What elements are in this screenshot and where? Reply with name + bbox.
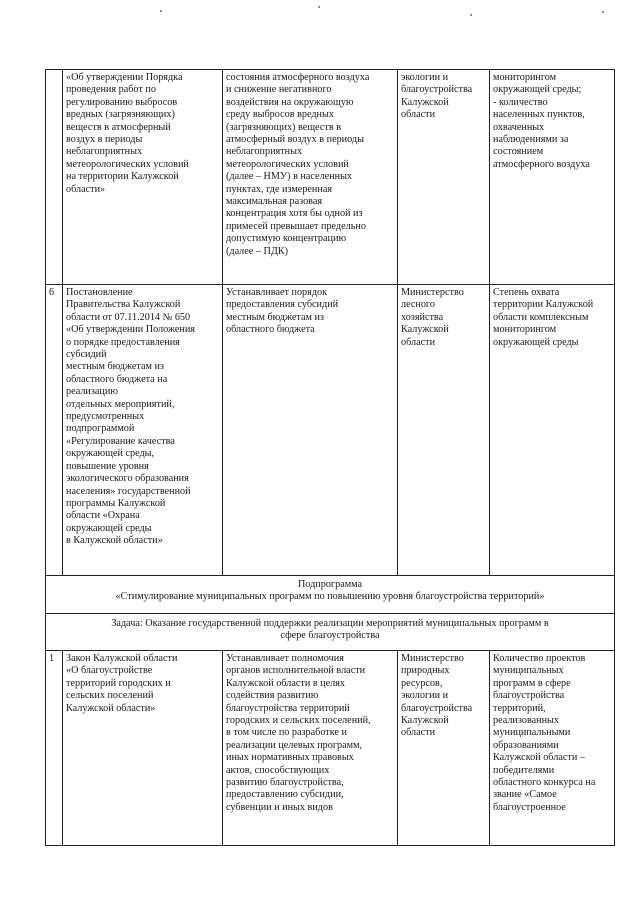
content-cell: состояния атмосферного воздуха и снижение негативного воздействия на окружающую среду выбросов вредных (загрязняющих) веществ в атмосферный воздух в периоды неблагоприятных метеорологических условий (далее – НМУ) в населенных пунктах, где измеренная максимальная разовая концентрация хотя бы одной из примесей превышает предельно допустимую концентрацию (далее – ПДК) bbox=[223, 70, 398, 285]
indicator-cell: Степень охвата территории Калужской области комплексным мониторингом окружающей среды bbox=[490, 285, 615, 576]
task-header: Задача: Оказание государственной поддержки реализации мероприятий муниципальных программ в сфере благоустройства bbox=[46, 614, 615, 651]
row-number bbox=[46, 70, 63, 285]
legal-act-cell: Закон Калужской области «О благоустройстве территорий городских и сельских поселений Калужской области» bbox=[63, 651, 223, 846]
executor-cell: экологии и благоустройства Калужской области bbox=[398, 70, 490, 285]
table-row bbox=[46, 70, 615, 285]
scan-speck bbox=[160, 10, 162, 12]
executor-cell: Министерство природных ресурсов, экологии и благоустройства Калужской области bbox=[398, 651, 490, 846]
table-row bbox=[46, 285, 615, 576]
row-number: 1 bbox=[46, 651, 63, 846]
row-number: 6 bbox=[46, 285, 63, 576]
task-header-row bbox=[46, 614, 615, 651]
content-cell: Устанавливает порядок предоставления субсидий местным бюджетам из областного бюджета bbox=[223, 285, 398, 576]
subprogram-header-row bbox=[46, 576, 615, 614]
regulatory-acts-table bbox=[45, 69, 615, 846]
subprogram-header: Подпрограмма «Стимулирование муниципальных программ по повышению уровня благоустройства территорий» bbox=[46, 576, 615, 614]
indicator-cell: Количество проектов муниципальных программ в сфере благоустройства территорий, реализованных муниципальными образованиями Калужской области – победителями областного конкурса на звание «Самое благоустроенное bbox=[490, 651, 615, 846]
legal-act-cell: «Об утверждении Порядка проведения работ по регулированию выбросов вредных (загрязняющих) веществ в атмосферный воздух в периоды неблагоприятных метеорологических условий на территории Калужской области» bbox=[63, 70, 223, 285]
scan-speck bbox=[602, 11, 604, 13]
executor-cell: Министерство лесного хозяйства Калужской области bbox=[398, 285, 490, 576]
legal-act-cell: Постановление Правительства Калужской области от 07.11.2014 № 650 «Об утверждении Положения о порядке предоставления субсидий местным бюджетам из областного бюджета на реализацию отдельных мероприятий, предусмотренных подпрограммой «Регулирование качества окружающей среды, повышение уровня экологического образования населения» государственной программы Калужской области «Охрана окружающей среды в Калужской области» bbox=[63, 285, 223, 576]
scan-speck bbox=[318, 6, 320, 8]
table-row bbox=[46, 651, 615, 846]
content-cell: Устанавливает полномочия органов исполнительной власти Калужской области в целях содействия развитию благоустройства территорий городских и сельских поселений, в том числе по разработке и реализации целевых программ, иных нормативных правовых актов, способствующих развитию благоустройства, предоставлению субсидии, субвенции и иных видов bbox=[223, 651, 398, 846]
scan-speck bbox=[470, 14, 472, 16]
indicator-cell: мониторингом окружающей среды; - количество населенных пунктов, охваченных наблюдениями за состоянием атмосферного воздуха bbox=[490, 70, 615, 285]
